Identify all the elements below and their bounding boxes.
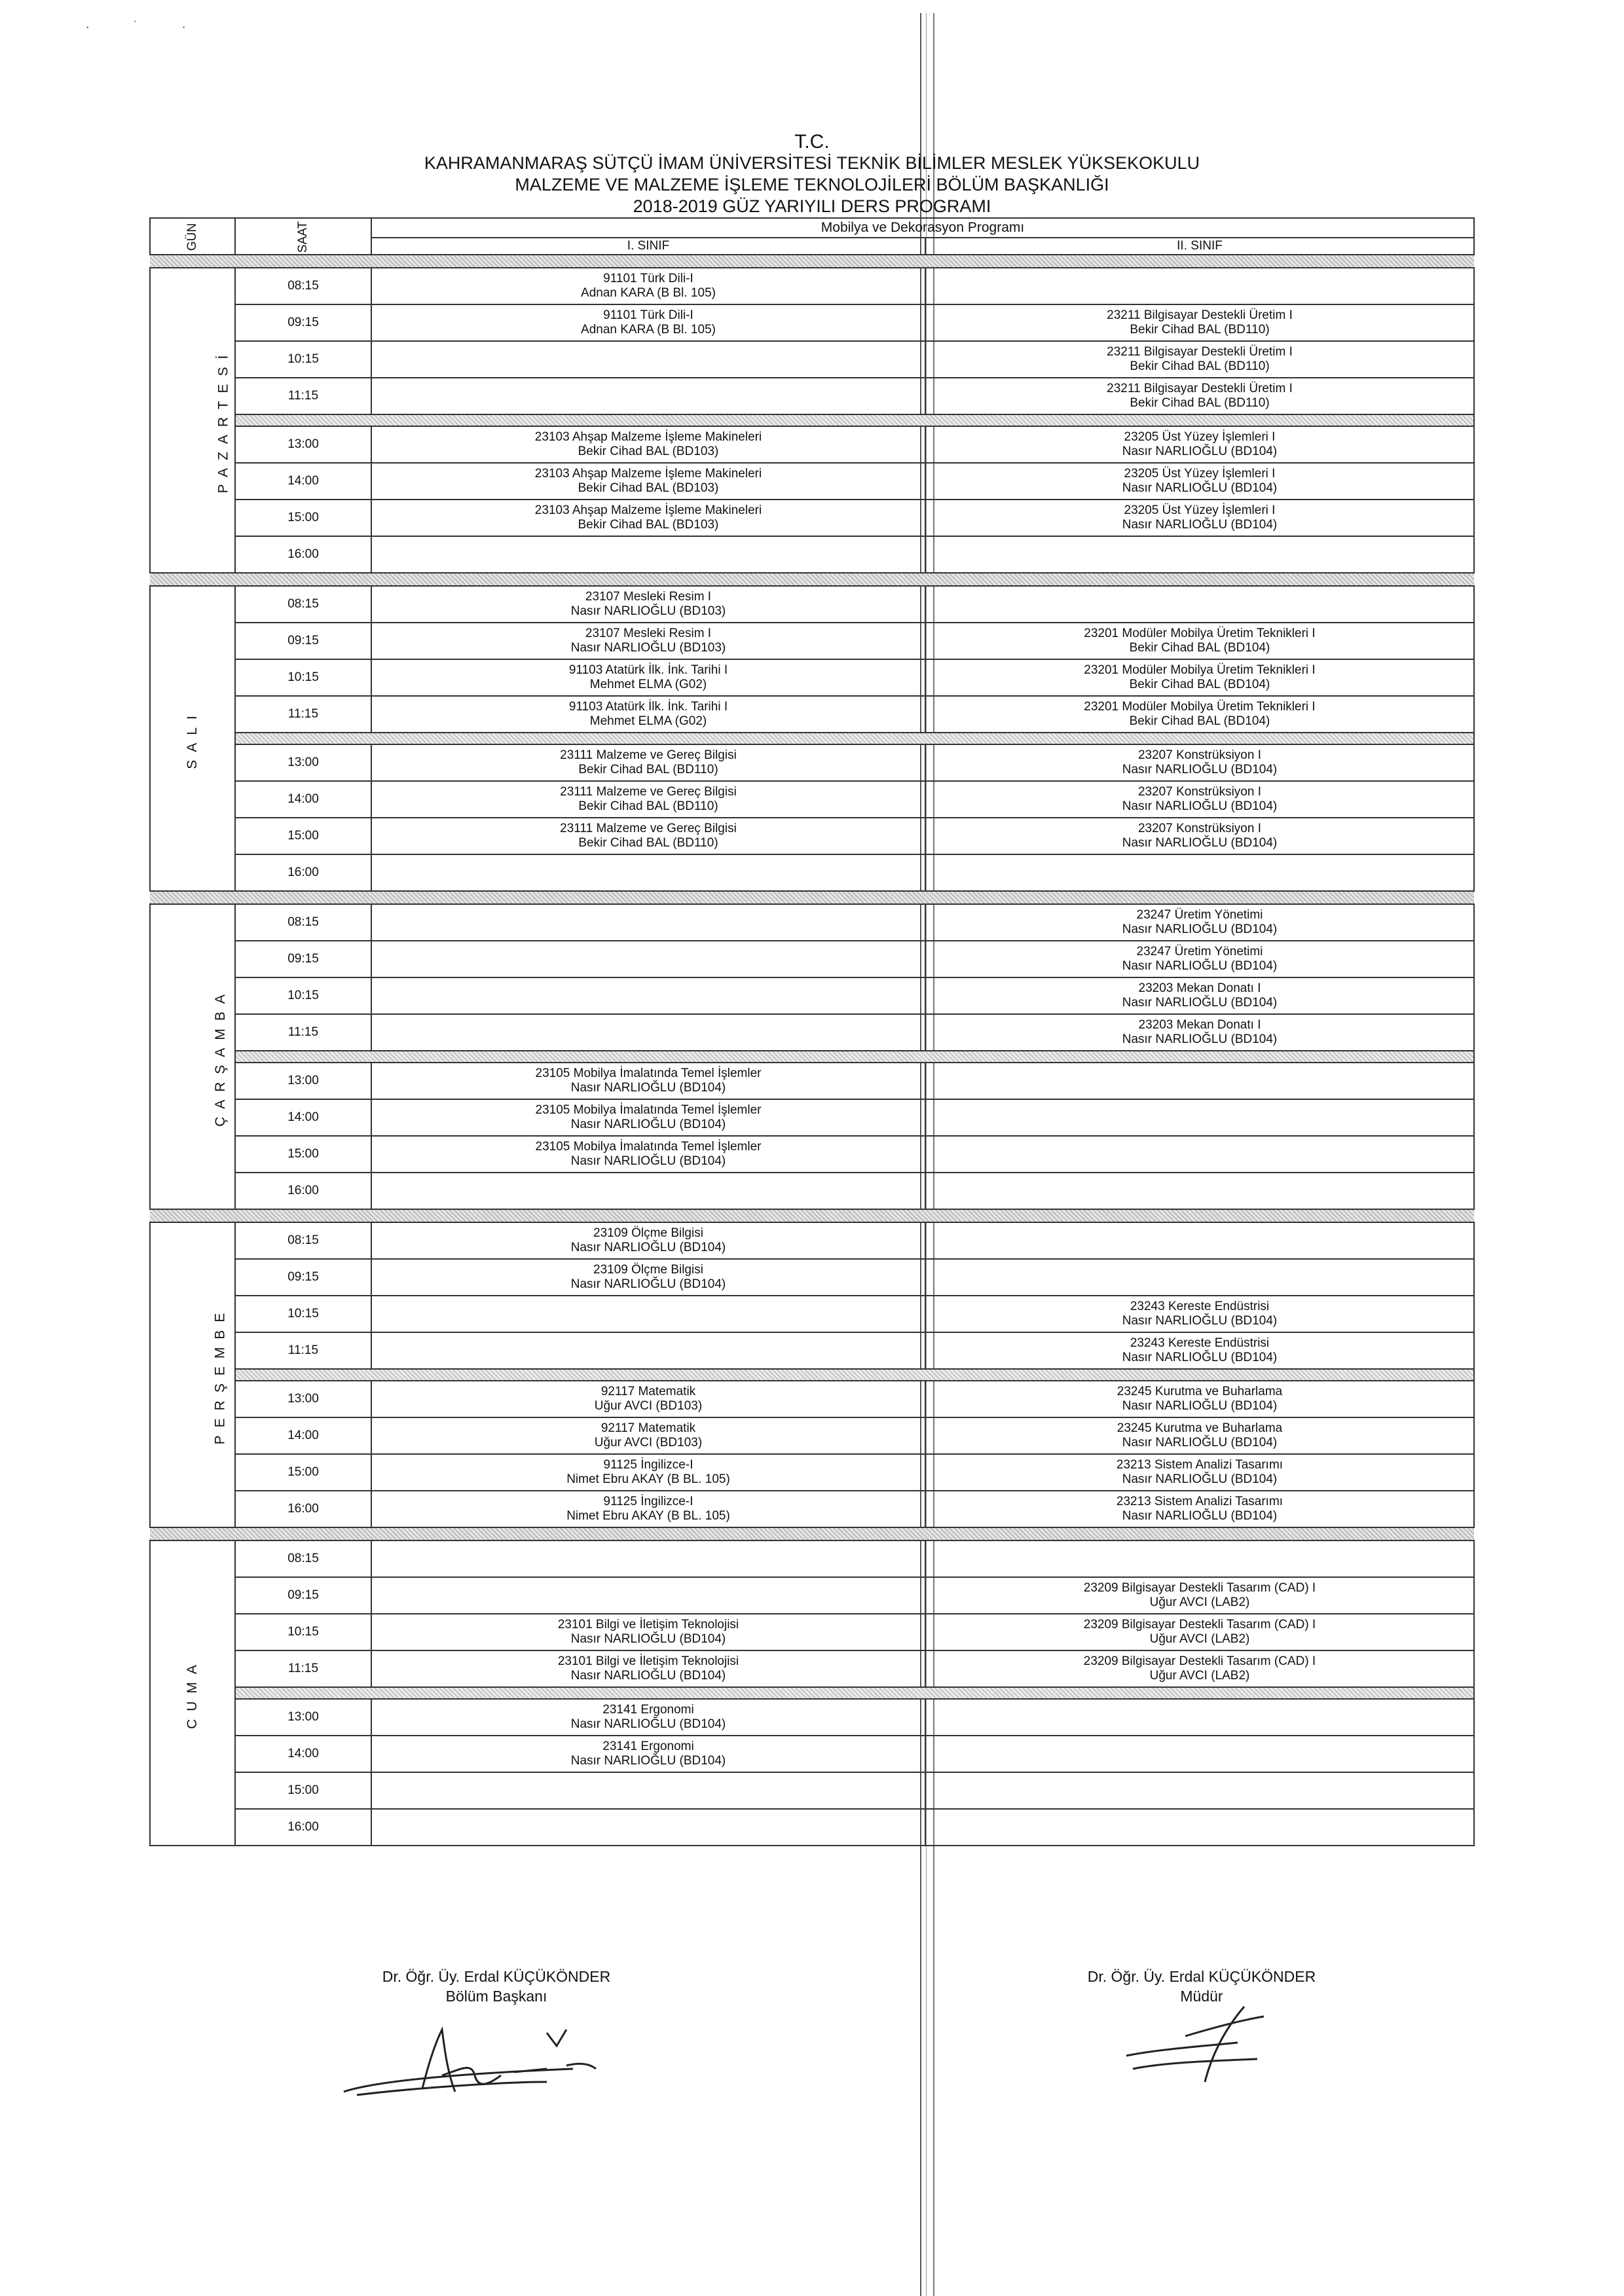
class1-course-cell	[371, 977, 925, 1014]
instructor-room: Nasır NARLIOĞLU (BD104)	[1122, 1351, 1278, 1364]
course-name: 23247 Üretim Yönetimi	[1136, 945, 1263, 958]
class2-course-cell	[925, 623, 1474, 659]
class1-course-cell	[371, 1332, 925, 1369]
instructor-room: Nasır NARLIOĞLU (BD104)	[570, 1081, 726, 1095]
instructor-room: Nasır NARLIOĞLU (BD104)	[1122, 1509, 1278, 1523]
instructor-room: Nasır NARLIOĞLU (BD104)	[1122, 1436, 1278, 1449]
day-separator	[150, 573, 1474, 586]
program-header: Mobilya ve Dekorasyon Programı	[371, 218, 1474, 238]
class1-course-cell	[371, 1491, 925, 1527]
class1-course-cell	[371, 781, 925, 818]
schedule-row	[150, 1259, 1474, 1296]
lunch-break-row	[150, 733, 1474, 744]
day-separator	[150, 891, 1474, 904]
course-name: 23207 Konstrüksiyon I	[1137, 822, 1261, 835]
class2-course-cell	[925, 696, 1474, 733]
course-name: 23111 Malzeme ve Gereç Bilgisi	[560, 748, 737, 762]
instructor-room: Bekir Cihad BAL (BD104)	[1129, 641, 1270, 655]
time-cell: 09:15	[235, 623, 371, 659]
signer-name: Dr. Öğr. Üy. Erdal KÜÇÜKÖNDER	[382, 1968, 611, 1985]
time-cell: 15:00	[235, 1772, 371, 1809]
schedule-row	[150, 818, 1474, 854]
class1-course-cell	[371, 341, 925, 378]
instructor-room: Nasır NARLIOĞLU (BD104)	[570, 1154, 726, 1168]
class1-course-cell	[371, 1099, 925, 1136]
time-column-header: SAAT	[235, 218, 371, 255]
schedule-row	[150, 659, 1474, 696]
class2-course-cell	[925, 1491, 1474, 1527]
instructor-room: Mehmet ELMA (G02)	[589, 678, 707, 691]
class2-course-cell	[925, 904, 1474, 941]
course-name: 23213 Sistem Analizi Tasarımı	[1116, 1495, 1283, 1508]
time-cell: 14:00	[235, 1736, 371, 1772]
instructor-room: Bekir Cihad BAL (BD110)	[578, 799, 718, 813]
course-name: 91125 İngilizce-I	[603, 1495, 693, 1508]
class2-course-cell	[925, 854, 1474, 891]
course-name: 23109 Ölçme Bilgisi	[593, 1226, 703, 1240]
course-name: 23105 Mobilya İmalatında Temel İşlemler	[535, 1140, 762, 1154]
class2-course-cell	[925, 818, 1474, 854]
schedule-row	[150, 854, 1474, 891]
course-name: 23247 Üretim Yönetimi	[1136, 908, 1263, 922]
time-cell: 14:00	[235, 463, 371, 500]
class2-course-cell	[925, 1099, 1474, 1136]
instructor-room: Bekir Cihad BAL (BD103)	[578, 445, 719, 458]
instructor-room: Nasır NARLIOĞLU (BD104)	[1122, 1314, 1278, 1328]
class2-course-cell	[925, 1650, 1474, 1687]
lunch-break-row	[150, 1687, 1474, 1699]
time-cell: 16:00	[235, 1809, 371, 1846]
day-separator	[150, 255, 1474, 268]
schedule-row	[150, 1650, 1474, 1687]
class1-course-cell	[371, 1809, 925, 1846]
course-name: 23105 Mobilya İmalatında Temel İşlemler	[535, 1066, 762, 1080]
class2-header: II. SINIF	[925, 238, 1474, 255]
day-cell: SALI	[150, 586, 235, 891]
course-name: 91101 Türk Dili-I	[603, 308, 693, 322]
schedule-row	[150, 1417, 1474, 1454]
class2-course-cell	[925, 536, 1474, 573]
class1-course-cell	[371, 268, 925, 304]
schedule-row	[150, 941, 1474, 977]
instructor-room: Bekir Cihad BAL (BD104)	[1129, 678, 1270, 691]
course-name: 23201 Modüler Mobilya Üretim Teknikleri I	[1084, 663, 1316, 677]
class1-course-cell	[371, 1540, 925, 1577]
time-cell: 09:15	[235, 1259, 371, 1296]
schedule-row	[150, 536, 1474, 573]
class2-course-cell	[925, 977, 1474, 1014]
course-name: 23203 Mekan Donatı I	[1138, 981, 1261, 995]
course-name: 23107 Mesleki Resim I	[585, 627, 712, 640]
course-name: 23105 Mobilya İmalatında Temel İşlemler	[535, 1103, 762, 1117]
class2-course-cell	[925, 941, 1474, 977]
class1-course-cell	[371, 1222, 925, 1259]
header-tc: T.C.	[794, 131, 830, 153]
schedule-row	[150, 1381, 1474, 1417]
instructor-room: Uğur AVCI (LAB2)	[1149, 1669, 1250, 1683]
class1-course-cell	[371, 696, 925, 733]
instructor-room: Nimet Ebru AKAY (B BL. 105)	[566, 1509, 730, 1523]
document-header	[0, 131, 1624, 217]
instructor-room: Uğur AVCI (LAB2)	[1149, 1632, 1250, 1646]
course-name: 23103 Ahşap Malzeme İşleme Makineleri	[534, 467, 762, 481]
class1-course-cell	[371, 818, 925, 854]
course-name: 23211 Bilgisayar Destekli Üretim I	[1107, 345, 1293, 359]
instructor-room: Nasır NARLIOĞLU (BD104)	[570, 1717, 726, 1731]
instructor-room: Mehmet ELMA (G02)	[589, 714, 707, 728]
schedule-row	[150, 696, 1474, 733]
time-cell: 15:00	[235, 818, 371, 854]
time-cell: 15:00	[235, 1136, 371, 1173]
instructor-room: Nasır NARLIOĞLU (BD104)	[1122, 996, 1278, 1010]
class2-course-cell	[925, 1063, 1474, 1099]
class2-course-cell	[925, 1332, 1474, 1369]
instructor-room: Nasır NARLIOĞLU (BD103)	[570, 641, 726, 655]
schedule-row	[150, 268, 1474, 304]
instructor-room: Bekir Cihad BAL (BD110)	[1130, 396, 1270, 410]
time-cell: 11:15	[235, 1650, 371, 1687]
instructor-room: Uğur AVCI (BD103)	[594, 1399, 703, 1413]
class1-course-cell	[371, 1014, 925, 1051]
instructor-room: Nasır NARLIOĞLU (BD104)	[1122, 445, 1278, 458]
day-cell: ÇARŞAMBA	[150, 904, 235, 1209]
instructor-room: Bekir Cihad BAL (BD103)	[578, 518, 719, 532]
class1-course-cell	[371, 1259, 925, 1296]
class1-course-cell	[371, 500, 925, 536]
instructor-room: Adnan KARA (B Bl. 105)	[581, 286, 716, 300]
time-cell: 10:15	[235, 1614, 371, 1650]
class1-course-cell	[371, 378, 925, 414]
class1-course-cell	[371, 1772, 925, 1809]
class1-course-cell	[371, 904, 925, 941]
signer-title: Bölüm Başkanı	[445, 1988, 547, 2005]
instructor-room: Nasır NARLIOĞLU (BD104)	[570, 1669, 726, 1683]
class2-course-cell	[925, 1699, 1474, 1736]
class2-course-cell	[925, 1577, 1474, 1614]
course-name: 23109 Ölçme Bilgisi	[593, 1263, 703, 1277]
class1-course-cell	[371, 1577, 925, 1614]
time-cell: 09:15	[235, 304, 371, 341]
instructor-room: Nasır NARLIOĞLU (BD104)	[1122, 922, 1278, 936]
time-cell: 14:00	[235, 1099, 371, 1136]
class2-course-cell	[925, 586, 1474, 623]
schedule-row	[150, 426, 1474, 463]
class2-course-cell	[925, 304, 1474, 341]
instructor-room: Nasır NARLIOĞLU (BD104)	[570, 1118, 726, 1131]
class2-course-cell	[925, 1014, 1474, 1051]
course-name: 92117 Matematik	[600, 1421, 696, 1435]
schedule-row	[150, 341, 1474, 378]
time-cell: 15:00	[235, 1454, 371, 1491]
class1-course-cell	[371, 1454, 925, 1491]
course-name: 23103 Ahşap Malzeme İşleme Makineleri	[534, 430, 762, 444]
day-column-header: GÜN	[150, 218, 235, 255]
day-cell: PERŞEMBE	[150, 1222, 235, 1527]
header-university: KAHRAMANMARAŞ SÜTÇÜ İMAM ÜNİVERSİTESİ TEKNİK BİLİMLER MESLEK YÜKSEKOKULU	[424, 153, 1200, 173]
class2-course-cell	[925, 1809, 1474, 1846]
schedule-row	[150, 1173, 1474, 1209]
class1-course-cell	[371, 1417, 925, 1454]
course-name: 23205 Üst Yüzey İşlemleri I	[1124, 430, 1276, 444]
schedule-row	[150, 1063, 1474, 1099]
course-name: 23111 Malzeme ve Gereç Bilgisi	[560, 785, 737, 799]
instructor-room: Bekir Cihad BAL (BD104)	[1129, 714, 1270, 728]
schedule-row	[150, 904, 1474, 941]
class1-course-cell	[371, 304, 925, 341]
time-cell: 08:15	[235, 904, 371, 941]
class1-course-cell	[371, 1136, 925, 1173]
class2-course-cell	[925, 1173, 1474, 1209]
course-name: 92117 Matematik	[600, 1385, 696, 1398]
time-cell: 13:00	[235, 744, 371, 781]
signature-director	[1107, 1990, 1303, 2088]
schedule-row	[150, 1772, 1474, 1809]
class1-course-cell	[371, 1736, 925, 1772]
class1-course-cell	[371, 744, 925, 781]
class1-course-cell	[371, 1699, 925, 1736]
instructor-room: Adnan KARA (B Bl. 105)	[581, 323, 716, 337]
class2-course-cell	[925, 1540, 1474, 1577]
time-cell: 08:15	[235, 1540, 371, 1577]
time-cell: 10:15	[235, 341, 371, 378]
time-cell: 10:15	[235, 977, 371, 1014]
course-name: 23103 Ahşap Malzeme İşleme Makineleri	[534, 503, 762, 517]
class1-header: I. SINIF	[371, 238, 925, 255]
class1-course-cell	[371, 1614, 925, 1650]
course-name: 91101 Türk Dili-I	[603, 272, 693, 285]
time-cell: 08:15	[235, 586, 371, 623]
class2-course-cell	[925, 378, 1474, 414]
course-name: 23209 Bilgisayar Destekli Tasarım (CAD) I	[1083, 1654, 1316, 1668]
schedule-row	[150, 781, 1474, 818]
instructor-room: Uğur AVCI (LAB2)	[1149, 1595, 1250, 1609]
lunch-break-row	[150, 1369, 1474, 1381]
class1-course-cell	[371, 1173, 925, 1209]
class1-course-cell	[371, 854, 925, 891]
instructor-room: Nasır NARLIOĞLU (BD103)	[570, 604, 726, 618]
signer-name: Dr. Öğr. Üy. Erdal KÜÇÜKÖNDER	[1087, 1968, 1316, 1985]
time-cell: 16:00	[235, 1173, 371, 1209]
class1-course-cell	[371, 659, 925, 696]
time-cell: 13:00	[235, 1381, 371, 1417]
instructor-room: Nasır NARLIOĞLU (BD104)	[1122, 1472, 1278, 1486]
course-name: 91103 Atatürk İlk. İnk. Tarihi I	[568, 663, 728, 677]
time-cell: 11:15	[235, 1332, 371, 1369]
day-cell: PAZARTESİ	[150, 268, 235, 573]
class2-course-cell	[925, 1259, 1474, 1296]
schedule-row	[150, 623, 1474, 659]
time-cell: 11:15	[235, 378, 371, 414]
course-name: 23205 Üst Yüzey İşlemleri I	[1124, 467, 1276, 481]
schedule-row	[150, 304, 1474, 341]
course-name: 23243 Kereste Endüstrisi	[1130, 1300, 1270, 1313]
course-name: 23203 Mekan Donatı I	[1138, 1018, 1261, 1032]
instructor-room: Nimet Ebru AKAY (B BL. 105)	[566, 1472, 730, 1486]
instructor-room: Nasır NARLIOĞLU (BD104)	[1122, 518, 1278, 532]
time-cell: 16:00	[235, 854, 371, 891]
schedule-row	[150, 500, 1474, 536]
course-name: 23111 Malzeme ve Gereç Bilgisi	[560, 822, 737, 835]
schedule-row	[150, 1491, 1474, 1527]
class2-course-cell	[925, 1381, 1474, 1417]
schedule-row	[150, 1332, 1474, 1369]
class2-course-cell	[925, 659, 1474, 696]
class2-course-cell	[925, 1222, 1474, 1259]
header-department: MALZEME VE MALZEME İŞLEME TEKNOLOJİLERİ BÖLÜM BAŞKANLIĞI	[515, 175, 1109, 194]
course-name: 23141 Ergonomi	[602, 1703, 694, 1717]
class2-course-cell	[925, 1454, 1474, 1491]
class2-course-cell	[925, 1136, 1474, 1173]
schedule-table	[149, 217, 1475, 1846]
time-cell: 13:00	[235, 1699, 371, 1736]
class2-course-cell	[925, 500, 1474, 536]
course-name: 23213 Sistem Analizi Tasarımı	[1116, 1458, 1283, 1472]
class2-course-cell	[925, 1296, 1474, 1332]
course-name: 23101 Bilgi ve İletişim Teknolojisi	[557, 1654, 739, 1668]
class2-course-cell	[925, 1772, 1474, 1809]
course-name: 23201 Modüler Mobilya Üretim Teknikleri I	[1084, 627, 1316, 640]
lunch-break-row	[150, 1051, 1474, 1063]
course-name: 23243 Kereste Endüstrisi	[1130, 1336, 1270, 1350]
time-cell: 11:15	[235, 1014, 371, 1051]
course-name: 23207 Konstrüksiyon I	[1137, 748, 1261, 762]
course-name: 23211 Bilgisayar Destekli Üretim I	[1107, 308, 1293, 322]
header-semester: 2018-2019 GÜZ YARIYILI DERS PROGRAMI	[633, 196, 991, 216]
schedule-row	[150, 1014, 1474, 1051]
instructor-room: Nasır NARLIOĞLU (BD104)	[570, 1632, 726, 1646]
schedule-row	[150, 1809, 1474, 1846]
course-name: 23107 Mesleki Resim I	[585, 590, 712, 604]
class2-course-cell	[925, 1417, 1474, 1454]
time-cell: 13:00	[235, 426, 371, 463]
time-cell: 08:15	[235, 1222, 371, 1259]
instructor-room: Bekir Cihad BAL (BD110)	[1130, 323, 1270, 337]
class2-course-cell	[925, 781, 1474, 818]
time-cell: 14:00	[235, 1417, 371, 1454]
schedule-row	[150, 1540, 1474, 1577]
schedule-row	[150, 1454, 1474, 1491]
course-name: 23101 Bilgi ve İletişim Teknolojisi	[557, 1618, 739, 1631]
instructor-room: Nasır NARLIOĞLU (BD104)	[570, 1241, 726, 1254]
class2-course-cell	[925, 426, 1474, 463]
class2-course-cell	[925, 1614, 1474, 1650]
class1-course-cell	[371, 1063, 925, 1099]
instructor-room: Nasır NARLIOĞLU (BD104)	[1122, 836, 1278, 850]
schedule-row	[150, 586, 1474, 623]
class1-course-cell	[371, 586, 925, 623]
time-cell: 15:00	[235, 500, 371, 536]
instructor-room: Nasır NARLIOĞLU (BD104)	[1122, 481, 1278, 495]
course-name: 23207 Konstrüksiyon I	[1137, 785, 1261, 799]
instructor-room: Nasır NARLIOĞLU (BD104)	[570, 1754, 726, 1768]
class2-course-cell	[925, 463, 1474, 500]
signer-title: Müdür	[1180, 1988, 1223, 2005]
class2-course-cell	[925, 1736, 1474, 1772]
schedule-row	[150, 1222, 1474, 1259]
instructor-room: Bekir Cihad BAL (BD110)	[578, 763, 718, 776]
course-name: 91103 Atatürk İlk. İnk. Tarihi I	[568, 700, 728, 714]
class1-course-cell	[371, 1381, 925, 1417]
time-cell: 14:00	[235, 781, 371, 818]
schedule-row	[150, 1099, 1474, 1136]
signature-department-head	[331, 2016, 625, 2115]
schedule-row	[150, 1577, 1474, 1614]
course-name: 23245 Kurutma ve Buharlama	[1116, 1421, 1283, 1435]
scan-specks: · ˙ ·	[85, 18, 206, 35]
instructor-room: Nasır NARLIOĞLU (BD104)	[1122, 763, 1278, 776]
schedule-row	[150, 744, 1474, 781]
schedule-row	[150, 463, 1474, 500]
day-cell: CUMA	[150, 1540, 235, 1846]
instructor-room: Nasır NARLIOĞLU (BD104)	[1122, 959, 1278, 973]
class2-course-cell	[925, 341, 1474, 378]
instructor-room: Uğur AVCI (BD103)	[594, 1436, 703, 1449]
time-cell: 16:00	[235, 1491, 371, 1527]
course-name: 23209 Bilgisayar Destekli Tasarım (CAD) I	[1083, 1581, 1316, 1595]
course-name: 23209 Bilgisayar Destekli Tasarım (CAD) I	[1083, 1618, 1316, 1631]
schedule-row	[150, 977, 1474, 1014]
class1-course-cell	[371, 623, 925, 659]
schedule-row	[150, 1699, 1474, 1736]
class2-course-cell	[925, 744, 1474, 781]
day-separator	[150, 1527, 1474, 1540]
time-cell: 16:00	[235, 536, 371, 573]
class2-course-cell	[925, 268, 1474, 304]
course-name: 23141 Ergonomi	[602, 1740, 694, 1753]
schedule-row	[150, 1614, 1474, 1650]
course-name: 91125 İngilizce-I	[603, 1458, 693, 1472]
course-name: 23201 Modüler Mobilya Üretim Teknikleri I	[1084, 700, 1316, 714]
instructor-room: Nasır NARLIOĞLU (BD104)	[570, 1277, 726, 1291]
instructor-room: Nasır NARLIOĞLU (BD104)	[1122, 1399, 1278, 1413]
time-cell: 13:00	[235, 1063, 371, 1099]
schedule-row	[150, 1296, 1474, 1332]
time-cell: 08:15	[235, 268, 371, 304]
schedule-row	[150, 1136, 1474, 1173]
lunch-break-row	[150, 414, 1474, 426]
class1-course-cell	[371, 536, 925, 573]
instructor-room: Bekir Cihad BAL (BD110)	[578, 836, 718, 850]
instructor-room: Nasır NARLIOĞLU (BD104)	[1122, 799, 1278, 813]
class1-course-cell	[371, 463, 925, 500]
course-name: 23211 Bilgisayar Destekli Üretim I	[1107, 382, 1293, 395]
course-name: 23205 Üst Yüzey İşlemleri I	[1124, 503, 1276, 517]
day-separator	[150, 1209, 1474, 1222]
time-cell: 09:15	[235, 1577, 371, 1614]
class1-course-cell	[371, 1296, 925, 1332]
instructor-room: Nasır NARLIOĞLU (BD104)	[1122, 1032, 1278, 1046]
time-cell: 10:15	[235, 1296, 371, 1332]
class1-course-cell	[371, 1650, 925, 1687]
class1-course-cell	[371, 426, 925, 463]
time-cell: 09:15	[235, 941, 371, 977]
time-cell: 11:15	[235, 696, 371, 733]
course-name: 23245 Kurutma ve Buharlama	[1116, 1385, 1283, 1398]
instructor-room: Bekir Cihad BAL (BD110)	[1130, 359, 1270, 373]
signature-block-department-head	[359, 1967, 634, 2006]
schedule-row	[150, 378, 1474, 414]
schedule-row	[150, 1736, 1474, 1772]
instructor-room: Bekir Cihad BAL (BD103)	[578, 481, 719, 495]
time-cell: 10:15	[235, 659, 371, 696]
class1-course-cell	[371, 941, 925, 977]
